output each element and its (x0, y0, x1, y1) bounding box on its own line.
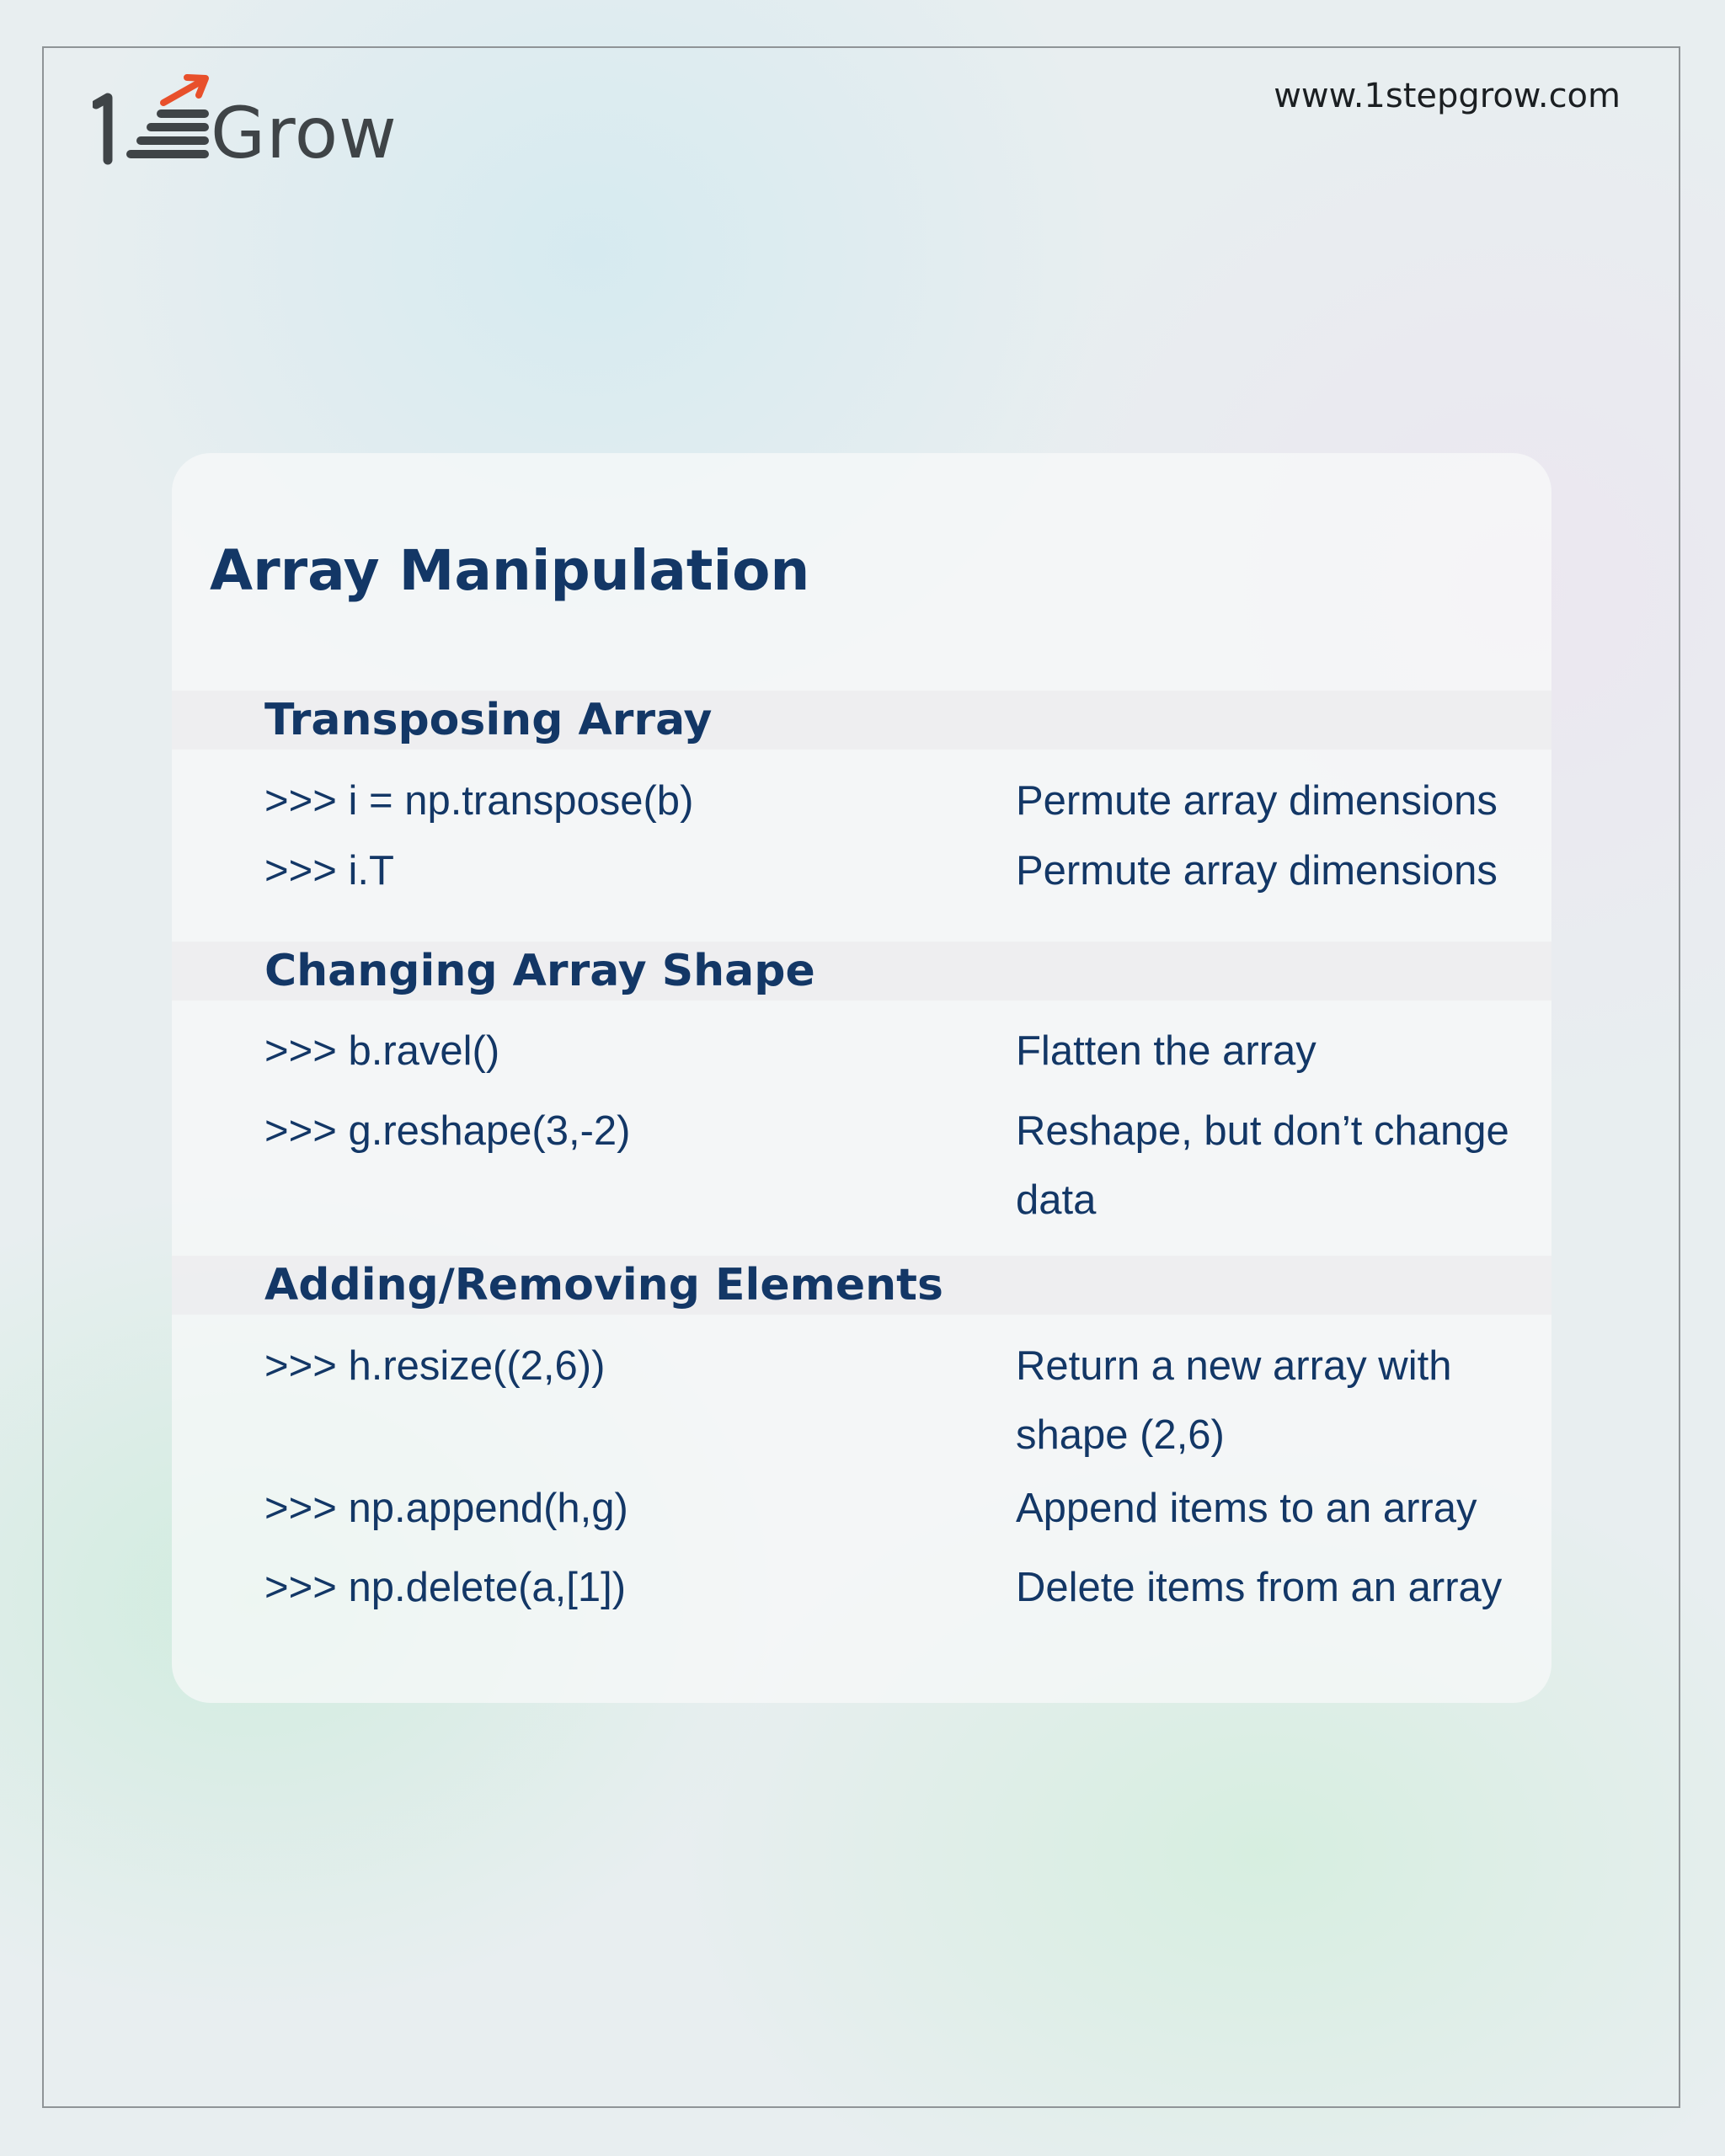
section-header-changing-shape (172, 942, 1551, 1001)
website-link[interactable]: www.1stepgrow.com (1274, 77, 1621, 115)
row-description: Flatten the array (1016, 1028, 1316, 1074)
stairs-arrow-icon (93, 74, 219, 167)
content-card (172, 453, 1551, 1703)
code-snippet: >>> g.reshape(3,-2) (264, 1108, 631, 1154)
brand-logo[interactable] (93, 74, 413, 175)
row-description: Append items to an array (1016, 1486, 1477, 1531)
row-description: Return a new array with shape (2,6) (1016, 1343, 1452, 1458)
code-snippet: >>> i.T (264, 848, 394, 894)
section-title: Adding/Removing Elements (264, 1260, 943, 1310)
section-title: Transposing Array (264, 695, 713, 745)
section-title: Changing Array Shape (264, 946, 815, 996)
section-header-transposing (172, 691, 1551, 750)
row-description: Permute array dimensions (1016, 778, 1498, 824)
row-description: Delete items from an array (1016, 1565, 1503, 1610)
row-description: Reshape, but don’t change data (1016, 1108, 1509, 1223)
code-snippet: >>> np.append(h,g) (264, 1486, 628, 1531)
code-snippet: >>> i = np.transpose(b) (264, 778, 694, 824)
code-snippet: >>> h.resize((2,6)) (264, 1343, 606, 1389)
card-title: Array Manipulation (210, 538, 810, 603)
code-snippet: >>> b.ravel() (264, 1028, 500, 1074)
section-header-adding-removing (172, 1256, 1551, 1315)
row-description: Permute array dimensions (1016, 848, 1498, 894)
logo-wordmark: Grow (211, 92, 398, 174)
code-snippet: >>> np.delete(a,[1]) (264, 1565, 627, 1610)
